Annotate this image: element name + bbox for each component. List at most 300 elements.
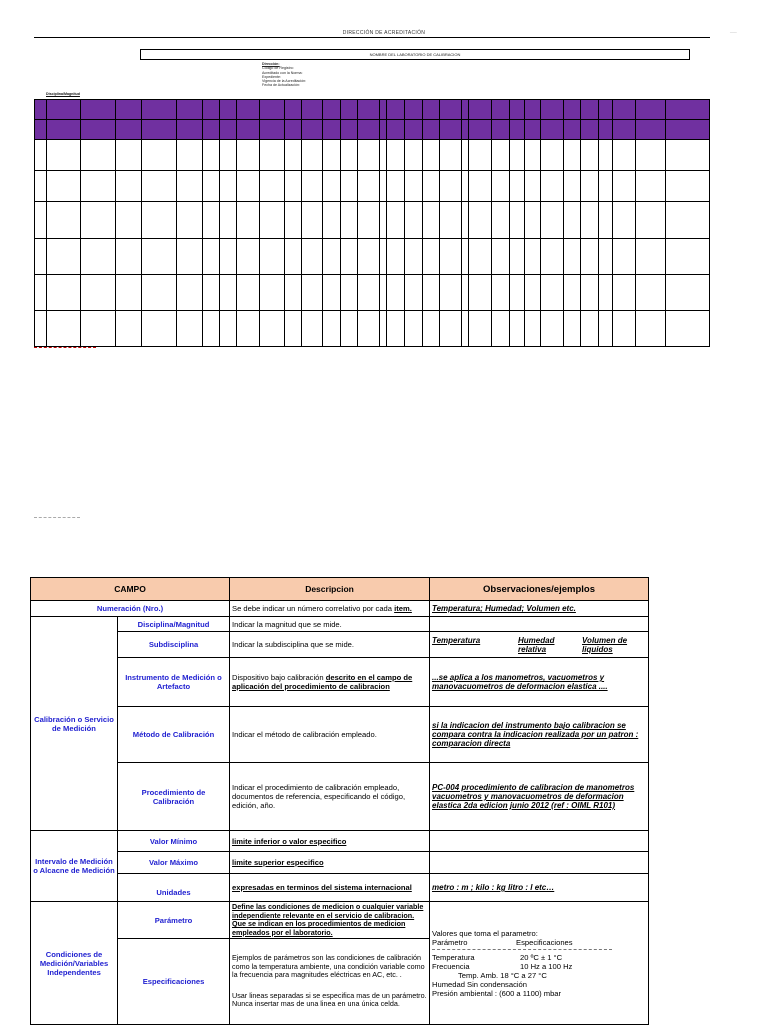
- grid-cell: [259, 120, 284, 140]
- grid-cell: [636, 202, 666, 239]
- grid-cell: [422, 275, 440, 311]
- grid-cell: [440, 311, 462, 347]
- obs-presion: Presión ambiental : (600 a 1100) mbar: [432, 988, 562, 998]
- grid-cell: [47, 140, 80, 171]
- grid-cell: [340, 100, 358, 120]
- row-instrumento: [31, 658, 649, 707]
- grid-cell: [380, 275, 387, 311]
- obs-sub-volumen: Volumen de liquidos: [582, 635, 628, 654]
- grid-cell: [219, 100, 237, 120]
- grid-cell: [509, 140, 525, 171]
- grid-cell: [525, 202, 541, 239]
- group-intervalo: Intervalo de Medición o Alcacne de Medición: [31, 831, 118, 902]
- obs-param-name: Temperatura: [432, 952, 475, 962]
- desc-instrumento-text: Dispositivo bajo calibración: [232, 673, 326, 682]
- grid-cell: [525, 239, 541, 275]
- grid-cell: [540, 311, 563, 347]
- desc-instrumento: [230, 658, 430, 707]
- field-parametro: Parámetro: [118, 902, 230, 939]
- grid-cell: [259, 140, 284, 171]
- grid-cell: [525, 275, 541, 311]
- header-row: [31, 578, 649, 601]
- grid-cell: [462, 100, 469, 120]
- fields-table: [30, 577, 649, 1025]
- grid-cell: [115, 140, 141, 171]
- grid-cell: [358, 120, 380, 140]
- grid-cell: [422, 202, 440, 239]
- grid-cell: [35, 239, 47, 275]
- group-calibracion: Calibración o Servicio de Medición: [31, 617, 118, 831]
- obs-param-col1: Parámetro: [432, 937, 468, 947]
- grid-cell: [636, 140, 666, 171]
- grid-cell: [177, 311, 203, 347]
- row-valor-minimo: [31, 831, 649, 852]
- grid-cell: [462, 202, 469, 239]
- grid-cell: [302, 239, 323, 275]
- field-procedimiento: Procedimiento de Calibración: [118, 763, 230, 831]
- obs-valor-maximo: [430, 852, 649, 874]
- grid-cell: [323, 202, 341, 239]
- grid-cell: [469, 140, 492, 171]
- grid-cell: [598, 202, 613, 239]
- grid-data-row: [35, 202, 710, 239]
- grid-cell: [540, 171, 563, 202]
- grid-cell: [462, 140, 469, 171]
- grid-cell: [284, 202, 302, 239]
- grid-cell: [35, 140, 47, 171]
- grid-cell: [563, 275, 581, 311]
- grid-cell: [237, 202, 260, 239]
- row-unidades: [31, 874, 649, 902]
- grid-cell: [440, 171, 462, 202]
- grid-cell: [462, 171, 469, 202]
- document-title: DIRECCIÓN DE ACREDITACIÓN: [342, 30, 426, 36]
- grid-cell: [613, 120, 636, 140]
- grid-cell: [525, 311, 541, 347]
- desc-instrumento-underlined: descrito en el campo de aplicación del procedimiento de calibracion: [232, 673, 413, 691]
- obs-param-intro: Valores que toma el parametro:: [432, 928, 538, 938]
- obs-valor-minimo: [430, 831, 649, 852]
- grid-cell: [80, 275, 115, 311]
- grid-cell: [666, 140, 710, 171]
- grid-cell: [358, 239, 380, 275]
- grid-cell: [259, 100, 284, 120]
- grid-cell: [323, 140, 341, 171]
- obs-unidades-text: metro : m ; kilo : kg litro : l etc…: [432, 883, 555, 892]
- grid-cell: [563, 140, 581, 171]
- grid-cell: [340, 140, 358, 171]
- grid-cell: [636, 120, 666, 140]
- grid-cell: [80, 202, 115, 239]
- fields-table-wrapper: [30, 577, 648, 1025]
- grid-cell: [80, 239, 115, 275]
- grid-cell: [358, 202, 380, 239]
- grid-cell: [440, 275, 462, 311]
- grid-cell: [405, 311, 423, 347]
- grid-cell: [177, 140, 203, 171]
- desc-spacer: [232, 980, 427, 992]
- obs-param-value: 20 ºC ± 1 °C: [520, 952, 563, 962]
- obs-metodo-text: si la indicacion del instrumento bajo calibracion se compara contra la indicacion realizada por un patron : comparacion directa: [432, 721, 639, 748]
- grid-cell: [387, 202, 405, 239]
- obs-condiciones: [430, 902, 649, 1025]
- grid-cell: [563, 171, 581, 202]
- grid-cell: [380, 120, 387, 140]
- grid-header-row: [35, 100, 710, 120]
- grid-cell: [259, 239, 284, 275]
- obs-procedimiento: [430, 763, 649, 831]
- grid-cell: [509, 202, 525, 239]
- grid-cell: [358, 275, 380, 311]
- grid-cell: [636, 239, 666, 275]
- grid-cell: [202, 275, 219, 311]
- grid-cell: [581, 171, 599, 202]
- obs-param-name: Frecuencia: [432, 961, 470, 971]
- grid-cell: [115, 275, 141, 311]
- grid-cell: [380, 100, 387, 120]
- grid-cell: [302, 100, 323, 120]
- field-subdisciplina: Subdisciplina: [118, 632, 230, 658]
- grid-cell: [115, 100, 141, 120]
- row-subdisciplina: [31, 632, 649, 658]
- grid-cell: [613, 171, 636, 202]
- grid-cell: [469, 100, 492, 120]
- grid-cell: [284, 120, 302, 140]
- grid-cell: [422, 140, 440, 171]
- grid-cell: [666, 239, 710, 275]
- desc-valor-maximo: limite superior especifico: [230, 852, 430, 874]
- grid-cell: [141, 171, 176, 202]
- grid-cell: [177, 100, 203, 120]
- grid-cell: [462, 311, 469, 347]
- grid-cell: [636, 100, 666, 120]
- grid-data-row: [35, 275, 710, 311]
- grid-cell: [387, 100, 405, 120]
- grid-data-row: [35, 171, 710, 202]
- grid-cell: [115, 202, 141, 239]
- group-condiciones: Condiciones de Medición/Variables Independentes: [31, 902, 118, 1025]
- grid-cell: [387, 311, 405, 347]
- accreditation-grid: [34, 99, 710, 347]
- grid-cell: [219, 275, 237, 311]
- grid-cell: [141, 140, 176, 171]
- grid-cell: [380, 202, 387, 239]
- grid-data-row: [35, 140, 710, 171]
- grid-cell: [440, 239, 462, 275]
- grid-cell: [80, 311, 115, 347]
- obs-metodo: [430, 707, 649, 763]
- grid-cell: [405, 100, 423, 120]
- grid-cell: [581, 202, 599, 239]
- grid-cell: [636, 171, 666, 202]
- grid-cell: [237, 171, 260, 202]
- grid-cell: [405, 275, 423, 311]
- grid-cell: [581, 120, 599, 140]
- header-observaciones: Observaciones/ejemplos: [430, 578, 649, 601]
- row-metodo: [31, 707, 649, 763]
- grid-cell: [492, 100, 510, 120]
- grid-cell: [219, 239, 237, 275]
- grid-cell: [340, 202, 358, 239]
- grid-cell: [141, 202, 176, 239]
- grid-cell: [47, 100, 80, 120]
- grid-cell: [177, 120, 203, 140]
- desc-valor-minimo: limite inferior o valor especifico: [230, 831, 430, 852]
- grid-cell: [358, 100, 380, 120]
- grid-cell: [563, 100, 581, 120]
- obs-instrumento: [430, 658, 649, 707]
- grid-cell: [598, 171, 613, 202]
- grid-cell: [636, 275, 666, 311]
- grid-cell: [598, 100, 613, 120]
- grid-cell: [259, 311, 284, 347]
- grid-cell: [358, 140, 380, 171]
- grid-cell: [202, 311, 219, 347]
- grid-cell: [405, 239, 423, 275]
- grid-cell: [598, 239, 613, 275]
- obs-unidades: [430, 874, 649, 902]
- grid-cell: [219, 140, 237, 171]
- grid-cell: [80, 120, 115, 140]
- grid-cell: [613, 311, 636, 347]
- grid-cell: [387, 239, 405, 275]
- grid-cell: [47, 120, 80, 140]
- grid-cell: [613, 202, 636, 239]
- grid-cell: [387, 275, 405, 311]
- grid-header-row: [35, 120, 710, 140]
- grid-cell: [219, 171, 237, 202]
- grid-cell: [598, 140, 613, 171]
- info-line: Código de Registro:: [262, 66, 294, 71]
- grid-cell: [302, 171, 323, 202]
- grid-cell: [492, 239, 510, 275]
- grid-cell: [237, 120, 260, 140]
- grid-cell: [540, 202, 563, 239]
- grid-cell: [380, 171, 387, 202]
- obs-param-value: 10 Hz a 100 Hz: [520, 961, 573, 971]
- grid-cell: [598, 120, 613, 140]
- field-valor-minimo: Valor Mínimo: [118, 831, 230, 852]
- grid-cell: [422, 311, 440, 347]
- red-note-line: [34, 345, 96, 348]
- obs-sub-temperatura: Temperatura: [432, 635, 481, 645]
- desc-metodo: Indicar el método de calibración empleado.: [230, 707, 430, 763]
- obs-param-col2: Especificaciones: [516, 937, 573, 947]
- grid-cell: [323, 120, 341, 140]
- grid-cell: [666, 311, 710, 347]
- grid-cell: [219, 120, 237, 140]
- grid-cell: [405, 120, 423, 140]
- grid-cell: [563, 202, 581, 239]
- grid-cell: [141, 239, 176, 275]
- grid-cell: [469, 171, 492, 202]
- page-corner-mark: ___: [730, 28, 737, 33]
- grid-cell: [581, 311, 599, 347]
- field-unidades: Unidades: [118, 874, 230, 902]
- accreditation-grid-table: [34, 99, 710, 347]
- grid-cell: [469, 202, 492, 239]
- lab-info-block: [262, 62, 306, 88]
- grid-cell: [80, 140, 115, 171]
- desc-especificaciones: [230, 939, 430, 1025]
- obs-humedad: Humedad Sin condensación: [432, 979, 528, 989]
- grid-cell: [581, 140, 599, 171]
- grid-cell: [177, 239, 203, 275]
- lab-name-box: NOMBRE DEL LABORATORIO DE CALIBRACION: [140, 49, 690, 60]
- grid-cell: [469, 275, 492, 311]
- desc-especificaciones-1: Ejemplos de parámetros son las condiciones de calibración como la temperatura ambiente, una condición variable como la frecuencia para magnitudes eléctricas en AC, etc. .: [232, 953, 425, 980]
- grid-cell: [340, 171, 358, 202]
- obs-instrumento-text: ...se aplica a los manometros, vacuometros y manovacuometros de deformacion elastica ....: [432, 673, 608, 691]
- grid-cell: [469, 239, 492, 275]
- grid-cell: [340, 311, 358, 347]
- desc-subdisciplina: Indicar la subdisciplina que se mide.: [230, 632, 430, 658]
- dashed-note-line: [34, 516, 80, 518]
- row-procedimiento: [31, 763, 649, 831]
- grid-cell: [509, 239, 525, 275]
- grid-cell: [509, 100, 525, 120]
- grid-cell: [302, 120, 323, 140]
- row-parametro: [31, 902, 649, 939]
- grid-cell: [666, 171, 710, 202]
- discipline-label: Disciplina/Magnitud: [46, 92, 80, 96]
- desc-parametro: Define las condiciones de medicion o cualquier variable independiente relevante en el servicio de calibracion. Que se indican en los procedimientos de medicion empleados por el laboratorio.: [230, 902, 430, 939]
- grid-cell: [219, 311, 237, 347]
- grid-cell: [380, 140, 387, 171]
- obs-temp-amb: Temp. Amb. 18 °C a 27 °C: [458, 970, 547, 980]
- grid-cell: [636, 311, 666, 347]
- grid-cell: [323, 239, 341, 275]
- grid-cell: [422, 100, 440, 120]
- grid-cell: [525, 171, 541, 202]
- obs-procedimiento-text: PC-004 procedimiento de calibracion de manometros vacuometros y manovacuometros de deformacion elastica 2da edicion junio 2012 (ref : OIML R101): [432, 783, 635, 810]
- grid-cell: [284, 275, 302, 311]
- grid-cell: [387, 171, 405, 202]
- grid-cell: [302, 275, 323, 311]
- row-disciplina: [31, 617, 649, 632]
- desc-disciplina: Indicar la magnitud que se mide.: [230, 617, 430, 632]
- grid-cell: [422, 239, 440, 275]
- grid-cell: [35, 275, 47, 311]
- grid-cell: [440, 202, 462, 239]
- grid-cell: [177, 275, 203, 311]
- grid-cell: [440, 100, 462, 120]
- grid-cell: [284, 311, 302, 347]
- grid-cell: [405, 202, 423, 239]
- grid-cell: [462, 239, 469, 275]
- obs-disciplina: [430, 617, 649, 632]
- grid-cell: [302, 202, 323, 239]
- grid-cell: [115, 120, 141, 140]
- grid-cell: [525, 140, 541, 171]
- grid-cell: [440, 140, 462, 171]
- grid-cell: [323, 311, 341, 347]
- grid-cell: [237, 100, 260, 120]
- grid-cell: [387, 140, 405, 171]
- grid-cell: [509, 171, 525, 202]
- grid-cell: [35, 100, 47, 120]
- info-line: Fecha de Actualización:: [262, 83, 300, 88]
- field-especificaciones: Especificaciones: [118, 939, 230, 1025]
- grid-cell: [422, 120, 440, 140]
- grid-cell: [259, 202, 284, 239]
- grid-cell: [47, 202, 80, 239]
- grid-cell: [525, 120, 541, 140]
- grid-cell: [141, 275, 176, 311]
- field-valor-maximo: Valor Máximo: [118, 852, 230, 874]
- grid-cell: [492, 171, 510, 202]
- field-disciplina: Disciplina/Magnitud: [118, 617, 230, 632]
- grid-cell: [47, 311, 80, 347]
- grid-cell: [202, 171, 219, 202]
- grid-cell: [115, 171, 141, 202]
- grid-cell: [613, 275, 636, 311]
- grid-cell: [666, 202, 710, 239]
- grid-cell: [469, 120, 492, 140]
- obs-param-header: [432, 938, 646, 947]
- row-valor-maximo: [31, 852, 649, 874]
- grid-cell: [509, 311, 525, 347]
- grid-cell: [380, 239, 387, 275]
- grid-cell: [284, 140, 302, 171]
- grid-cell: [237, 275, 260, 311]
- grid-cell: [525, 100, 541, 120]
- grid-cell: [80, 171, 115, 202]
- grid-cell: [177, 202, 203, 239]
- grid-cell: [492, 275, 510, 311]
- grid-cell: [492, 202, 510, 239]
- grid-cell: [302, 140, 323, 171]
- grid-cell: [358, 171, 380, 202]
- obs-numeracion: [430, 601, 649, 617]
- grid-cell: [323, 171, 341, 202]
- grid-cell: [469, 311, 492, 347]
- grid-cell: [340, 239, 358, 275]
- info-heading: Dirección:: [262, 62, 280, 66]
- grid-cell: [35, 311, 47, 347]
- grid-cell: [563, 120, 581, 140]
- desc-numeracion-text: Se debe indicar un número correlativo por cada: [232, 604, 395, 613]
- desc-numeracion-item: item.: [394, 604, 412, 613]
- grid-cell: [47, 239, 80, 275]
- grid-cell: [202, 140, 219, 171]
- row-numeracion: [31, 601, 649, 617]
- grid-cell: [35, 202, 47, 239]
- grid-cell: [563, 311, 581, 347]
- grid-cell: [405, 171, 423, 202]
- grid-cell: [581, 100, 599, 120]
- desc-especificaciones-2: Usar lineas separadas si se especifica mas de un parámetro. Nunca insertar mas de una linea en una única celda.: [232, 990, 427, 1009]
- grid-cell: [177, 171, 203, 202]
- desc-procedimiento: Indicar el procedimiento de calibración empleado, documentos de referencia, especificando el código, edición, año.: [230, 763, 430, 831]
- grid-cell: [666, 120, 710, 140]
- obs-param-row: [432, 953, 646, 962]
- grid-cell: [581, 275, 599, 311]
- obs-subdisciplina: [430, 632, 649, 658]
- grid-cell: [440, 120, 462, 140]
- grid-cell: [598, 275, 613, 311]
- grid-cell: [492, 311, 510, 347]
- grid-cell: [115, 239, 141, 275]
- info-line: Expediente:: [262, 74, 281, 79]
- header-rule: [34, 37, 710, 38]
- desc-numeracion: [230, 601, 430, 617]
- obs-numeracion-text: Temperatura; Humedad; Volumen etc.: [432, 604, 576, 613]
- grid-cell: [259, 171, 284, 202]
- grid-cell: [302, 311, 323, 347]
- grid-cell: [323, 275, 341, 311]
- field-metodo: Método de Calibración: [118, 707, 230, 763]
